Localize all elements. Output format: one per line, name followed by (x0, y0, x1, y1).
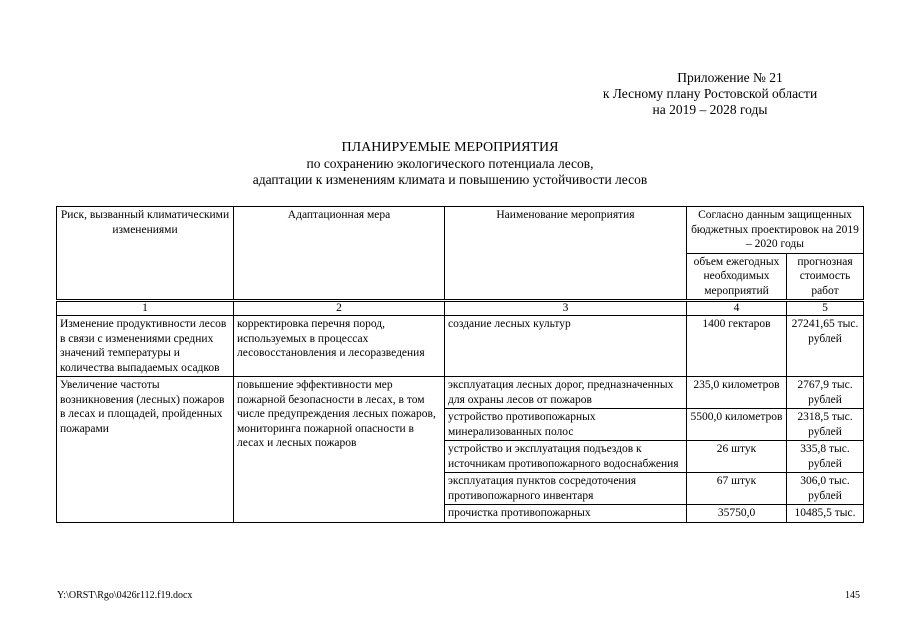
risk-cell: Изменение продуктивности лесов в связи с изменениями средних значений температуры и количества выпадаемых осадков (57, 316, 234, 377)
table-row (57, 316, 864, 377)
appendix-plan: к Лесному плану Ростовской области (602, 86, 818, 101)
risk-cell: Увеличение частоты возникновения (лесных) пожаров в лесах и площадей, пройденных пожарами (57, 377, 234, 523)
measure-cell: повышение эффективности мер пожарной безопасности в лесах, в том числе предупреждения лесных пожаров, мониторинга пожарной опасности в лесах и лесных пожаров (234, 377, 445, 523)
cost-cell: 27241,65 тыс. рублей (787, 316, 864, 377)
header-volume: объем ежегодных необходимых мероприятий (687, 253, 787, 301)
volume-cell: 5500,0 километров (687, 409, 787, 441)
col-number: 5 (787, 301, 864, 316)
volume-cell: 235,0 километров (687, 377, 787, 409)
volume-cell: 1400 гектаров (687, 316, 787, 377)
header-risk: Риск, вызванный климатическими изменениями (57, 207, 234, 301)
document-title (150, 140, 750, 188)
header-cost: прогнозная стоимость работ (787, 253, 864, 301)
activity-cell: создание лесных культур (445, 316, 687, 377)
cost-cell: 306,0 тыс. рублей (787, 473, 864, 505)
activity-cell: эксплуатация пунктов сосредоточения противопожарного инвентаря (445, 473, 687, 505)
column-number-row (57, 301, 864, 316)
volume-cell: 67 штук (687, 473, 787, 505)
header-row (57, 207, 864, 254)
activity-cell: эксплуатация лесных дорог, предназначенных для охраны лесов от пожаров (445, 377, 687, 409)
volume-cell: 26 штук (687, 441, 787, 473)
cost-cell: 10485,5 тыс. (787, 505, 864, 523)
file-path: Y:\ORST\Rgo\0426r112.f19.docx (57, 590, 193, 601)
header-measure: Адаптационная мера (234, 207, 445, 301)
measures-table (56, 206, 864, 523)
appendix-number: Приложение № 21 (677, 70, 783, 85)
cost-cell: 2318,5 тыс. рублей (787, 409, 864, 441)
header-activity: Наименование мероприятия (445, 207, 687, 301)
title-main: ПЛАНИРУЕМЫЕ МЕРОПРИЯТИЯ (341, 140, 559, 155)
volume-cell: 35750,0 (687, 505, 787, 523)
col-number: 1 (57, 301, 234, 316)
col-number: 4 (687, 301, 787, 316)
appendix-years: на 2019 – 2028 годы (652, 102, 768, 117)
header-budget: Согласно данным защищенных бюджетных проектировок на 2019 – 2020 годы (687, 207, 864, 254)
activity-cell: устройство и эксплуатация подъездов к источникам противопожарного водоснабжения (445, 441, 687, 473)
cost-cell: 2767,9 тыс. рублей (787, 377, 864, 409)
title-sub-2: адаптации к изменениям климата и повышению устойчивости лесов (252, 172, 648, 187)
col-number: 2 (234, 301, 445, 316)
col-number: 3 (445, 301, 687, 316)
measure-cell: корректировка перечня пород, используемых в процессах лесовосстановления и лесоразведения (234, 316, 445, 377)
activity-cell: прочистка противопожарных (445, 505, 687, 523)
appendix-heading (560, 70, 860, 118)
activity-cell: устройство противопожарных минерализованных полос (445, 409, 687, 441)
title-sub-1: по сохранению экологического потенциала лесов, (306, 156, 594, 171)
page-number: 145 (845, 590, 860, 601)
table-row (57, 377, 864, 409)
cost-cell: 335,8 тыс. рублей (787, 441, 864, 473)
